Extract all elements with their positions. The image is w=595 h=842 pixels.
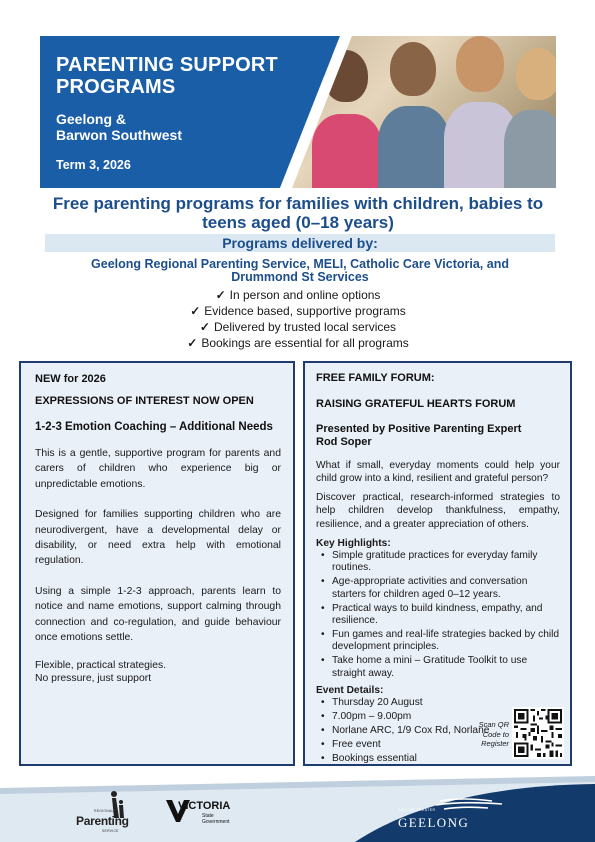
event-detail: • 7.00pm – 9.00pm <box>316 711 506 723</box>
event-detail: • Free event <box>316 739 506 751</box>
program-title: 1-2-3 Emotion Coaching – Additional Needs <box>35 421 273 433</box>
main-headline: Free parenting programs for families with children, babies to teens aged (0–18 years) <box>52 194 544 232</box>
victoria-government-logo <box>164 794 230 834</box>
closing-line: No pressure, just support <box>35 673 152 685</box>
city-of-greater-text: CITY OF GREATER <box>398 808 436 812</box>
gratitude-forum-panel <box>303 361 572 766</box>
event-detail: • Thursday 20 August <box>316 697 506 709</box>
hero-banner <box>40 36 556 188</box>
qr-code[interactable] <box>512 707 564 759</box>
presenter <box>316 423 560 449</box>
event-details-heading: Event Details: <box>316 685 384 697</box>
check-icon: ✓ <box>199 320 210 334</box>
qr-caption-line: Scan QR <box>478 720 509 729</box>
emotion-coaching-panel <box>19 361 295 766</box>
regional-parenting-logo <box>72 788 142 838</box>
city-of-geelong-logo <box>392 798 522 830</box>
footer <box>0 776 595 842</box>
feature-item <box>40 287 556 303</box>
closing-line: Flexible, practical strategies. <box>35 660 167 672</box>
location-line: Geelong & <box>56 111 127 127</box>
feature-list <box>40 287 556 351</box>
forum-question: What if small, everyday moments could help your child grow into a kind, resilient and grateful person? <box>316 460 560 485</box>
government-text: Government <box>202 818 230 825</box>
forum-description: Discover practical, research-informed strategies to help children develop thankfulness, empathy, resilience, and a greater appreciation of others. <box>316 491 560 530</box>
eoi-heading: EXPRESSIONS OF INTEREST NOW OPEN <box>35 395 254 407</box>
feature-item <box>40 319 556 335</box>
page-title: PARENTING SUPPORT PROGRAMS <box>56 54 278 98</box>
highlights-heading: Key Highlights: <box>316 538 391 550</box>
feature-item <box>40 335 556 351</box>
rps-service-text: SERVICE <box>102 829 119 833</box>
highlight-item: • Age-appropriate activities and conversation starters for children aged 0–12 years. <box>316 576 560 601</box>
new-tag: NEW for 2026 <box>35 373 106 385</box>
event-detail: • Bookings essential <box>316 753 506 765</box>
delivered-by-band: Programs delivered by: <box>45 234 555 252</box>
rps-regional-text: REGIONAL <box>94 809 114 813</box>
forum-title: RAISING GRATEFUL HEARTS FORUM <box>316 398 516 410</box>
state-government-text <box>202 814 230 825</box>
check-icon: ✓ <box>215 288 226 302</box>
feature-item <box>40 303 556 319</box>
program-audience: Designed for families supporting children who are neurodivergent, have a developmental delay or disability, or need extra help with emotional regulation. <box>35 509 281 567</box>
feature-label: Bookings are essential for all programs <box>201 336 409 350</box>
highlights-list <box>316 550 560 680</box>
feature-label: In person and online options <box>229 288 381 302</box>
highlight-item: • Practical ways to build kindness, empathy, and resilience. <box>316 603 560 628</box>
qr-caption-line: Register <box>481 739 509 748</box>
feature-label: Evidence based, supportive programs <box>204 304 406 318</box>
program-approach: Using a simple 1-2-3 approach, parents learn to notice and name emotions, support calming through connection and co-regulation, and guide behaviour once emotions settle. <box>35 585 281 644</box>
presenter-line: Presented by Positive Parenting Expert <box>316 423 522 435</box>
check-icon: ✓ <box>187 336 198 350</box>
hero-text <box>56 54 286 172</box>
hero-title <box>56 54 286 98</box>
highlight-item: • Fun games and real-life strategies backed by child development principles. <box>316 629 560 654</box>
state-text: State <box>202 813 214 819</box>
event-detail: • Norlane ARC, 1/9 Cox Rd, Norlane <box>316 725 506 737</box>
rps-parenting-text: Parenting <box>76 814 129 828</box>
check-icon: ✓ <box>190 304 201 318</box>
presenter-name: Rod Soper <box>316 436 372 448</box>
location-line: Barwon Southwest <box>56 127 183 143</box>
program-description: This is a gentle, supportive program for parents and carers of children who experience big or unpredictable emotions. <box>35 448 281 490</box>
qr-caption <box>465 720 509 749</box>
feature-label: Delivered by trusted local services <box>213 320 397 334</box>
highlight-item: • Take home a mini – Gratitude Toolkit to use straight away. <box>316 655 560 680</box>
providers-list: Geelong Regional Parenting Service, MELI, Catholic Care Victoria, and Drummond St Services <box>91 257 509 284</box>
term-label: Term 3, 2026 <box>56 158 131 172</box>
highlight-item: • Simple gratitude practices for everyday family routines. <box>316 550 560 575</box>
geelong-text: GEELONG <box>398 815 470 830</box>
forum-tag: FREE FAMILY FORUM: <box>316 372 435 384</box>
hero-location <box>56 111 286 143</box>
victoria-text: VICTORIA <box>178 800 231 812</box>
qr-caption-line: Code to <box>482 729 509 739</box>
